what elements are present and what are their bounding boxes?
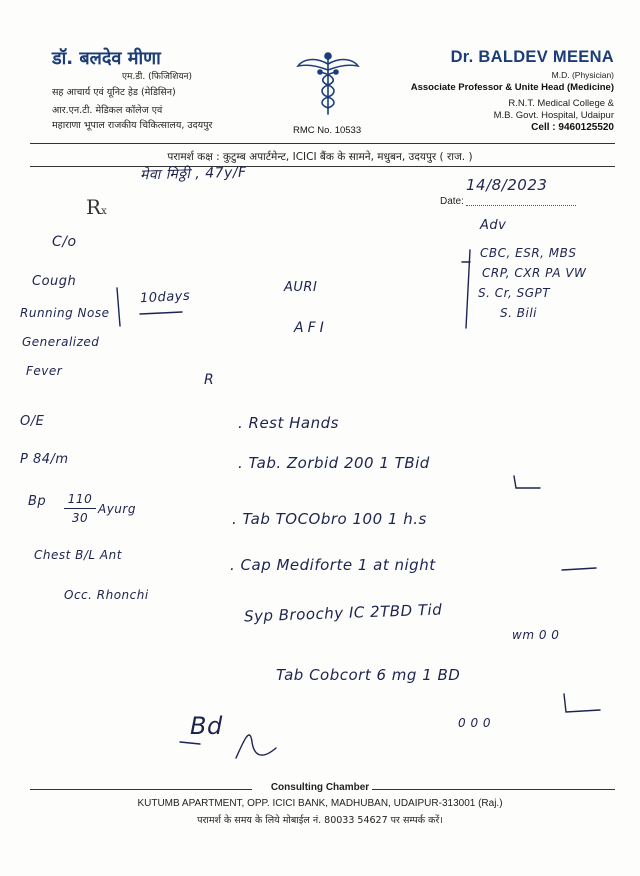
hw-advice-1: CBC, ESR, MBS — [480, 246, 577, 260]
bp-fraction-bar — [64, 508, 96, 509]
header-divider-bottom — [30, 166, 615, 167]
footer-title: Consulting Chamber — [270, 782, 370, 793]
hw-bp-value — [60, 492, 100, 525]
hw-rx: R — [204, 372, 215, 388]
hw-pulse: P 84/m — [20, 452, 69, 467]
hw-duration: 10days — [139, 288, 191, 307]
hw-bp-posture: Ayurg — [98, 502, 136, 516]
hw-exam-other: Occ. Rhonchi — [64, 588, 149, 602]
doctor-designation-english: Associate Professor & Unite Head (Medicine) — [410, 82, 614, 93]
hw-treatment-1: . Rest Hands — [238, 414, 339, 432]
hw-complaint-2: Running Nose — [20, 306, 110, 320]
hw-treatment-6-note: 0 0 0 — [458, 716, 492, 730]
duration-underline — [140, 312, 182, 314]
signature-line — [180, 742, 200, 744]
hw-advice-3: S. Cr, SGPT — [478, 286, 551, 300]
hw-treatment-2: . Tab. Zorbid 200 1 TBid — [238, 454, 430, 472]
hw-complaint-1: Cough — [32, 274, 77, 289]
signature-stroke — [236, 735, 276, 758]
rmc-number: RMC No. 10533 — [293, 125, 362, 136]
hw-treatment-6: Tab Cobcort 6 mg 1 BD — [276, 666, 461, 684]
doctor-designation-hindi: सह आचार्य एवं यूनिट हेड (मेडिसिन) — [52, 87, 176, 98]
hw-treatment-5-note: wm 0 0 — [512, 628, 560, 642]
hw-bp-diastolic: 30 — [71, 511, 89, 525]
rx-letter: R — [86, 195, 102, 219]
doctor-degree-english: M.D. (Physician) — [551, 70, 614, 80]
hw-exam-head: O/E — [20, 414, 45, 429]
doctor-header-hindi — [52, 46, 272, 133]
hw-treatment-3: . Tab TOCObro 100 1 h.s — [232, 510, 427, 528]
advice-bracket — [466, 250, 470, 328]
caduceus-icon — [296, 50, 360, 116]
tab2-tick — [514, 476, 540, 488]
rx-symbol — [86, 195, 107, 219]
hw-diagnosis-2: AFI — [294, 320, 328, 336]
hw-complaint-head: C/o — [52, 234, 77, 250]
hw-signature: Bd — [190, 712, 223, 740]
hw-complaint-3: Generalized — [22, 335, 100, 349]
tab4-dash — [562, 568, 596, 570]
hw-chest: Chest B/L Ant — [34, 548, 122, 562]
complaint-bracket — [117, 288, 120, 326]
hw-patient: मेवा मिठ्ठी , 47y/F — [139, 164, 247, 184]
date-dotted-line — [466, 205, 576, 206]
hw-treatment-5: Syp Broochy IC 2TBD Tid — [243, 600, 443, 626]
hw-diagnosis-1: AURI — [284, 280, 318, 295]
hw-bp-systolic: 110 — [67, 492, 93, 506]
doctor-header-english — [384, 48, 614, 133]
hw-bp-label: Bp — [28, 494, 47, 509]
doctor-cell-number: Cell : 9460125520 — [531, 122, 614, 133]
hw-advice-head: Adv — [480, 218, 507, 233]
footer-contact-note: परामर्श के समय के लिये मोबाईल नं. 80033 54627 पर सम्पर्क करें। — [197, 815, 443, 826]
date-label: Date: — [440, 196, 464, 207]
hw-advice-4: S. Bili — [500, 306, 537, 320]
tab6-tick — [564, 694, 600, 712]
hw-complaint-4: Fever — [26, 364, 63, 378]
college-hindi: आर.एन.टी. मेडिकल कॉलेज एवं — [52, 105, 163, 116]
doctor-degree-hindi: एम.डी. (फिजिशियन) — [122, 72, 193, 82]
header-divider-top — [30, 143, 615, 144]
doctor-name-english: Dr. BALDEV MEENA — [450, 48, 614, 66]
college-english: R.N.T. Medical College & — [508, 98, 614, 109]
rx-subscript: x — [101, 206, 107, 217]
hw-advice-2: CRP, CXR PA VW — [482, 266, 587, 280]
footer-address: KUTUMB APARTMENT, OPP. ICICI BANK, MADHUBAN, UDAIPUR-313001 (Raj.) — [137, 798, 503, 809]
consult-address: परामर्श कक्ष : कुटुम्ब अपार्टमेन्ट, ICICI बैंक के सामने, मधुबन, उदयपुर ( राज. ) — [167, 151, 473, 163]
hw-date: 14/8/2023 — [466, 176, 548, 194]
hw-treatment-4: . Cap Mediforte 1 at night — [230, 556, 436, 574]
hospital-english: M.B. Govt. Hospital, Udaipur — [493, 110, 614, 121]
doctor-name-hindi: डॉ. बलदेव मीणा — [52, 48, 161, 69]
hospital-hindi: महाराणा भूपाल राजकीय चिकित्सालय, उदयपुर — [52, 120, 213, 131]
